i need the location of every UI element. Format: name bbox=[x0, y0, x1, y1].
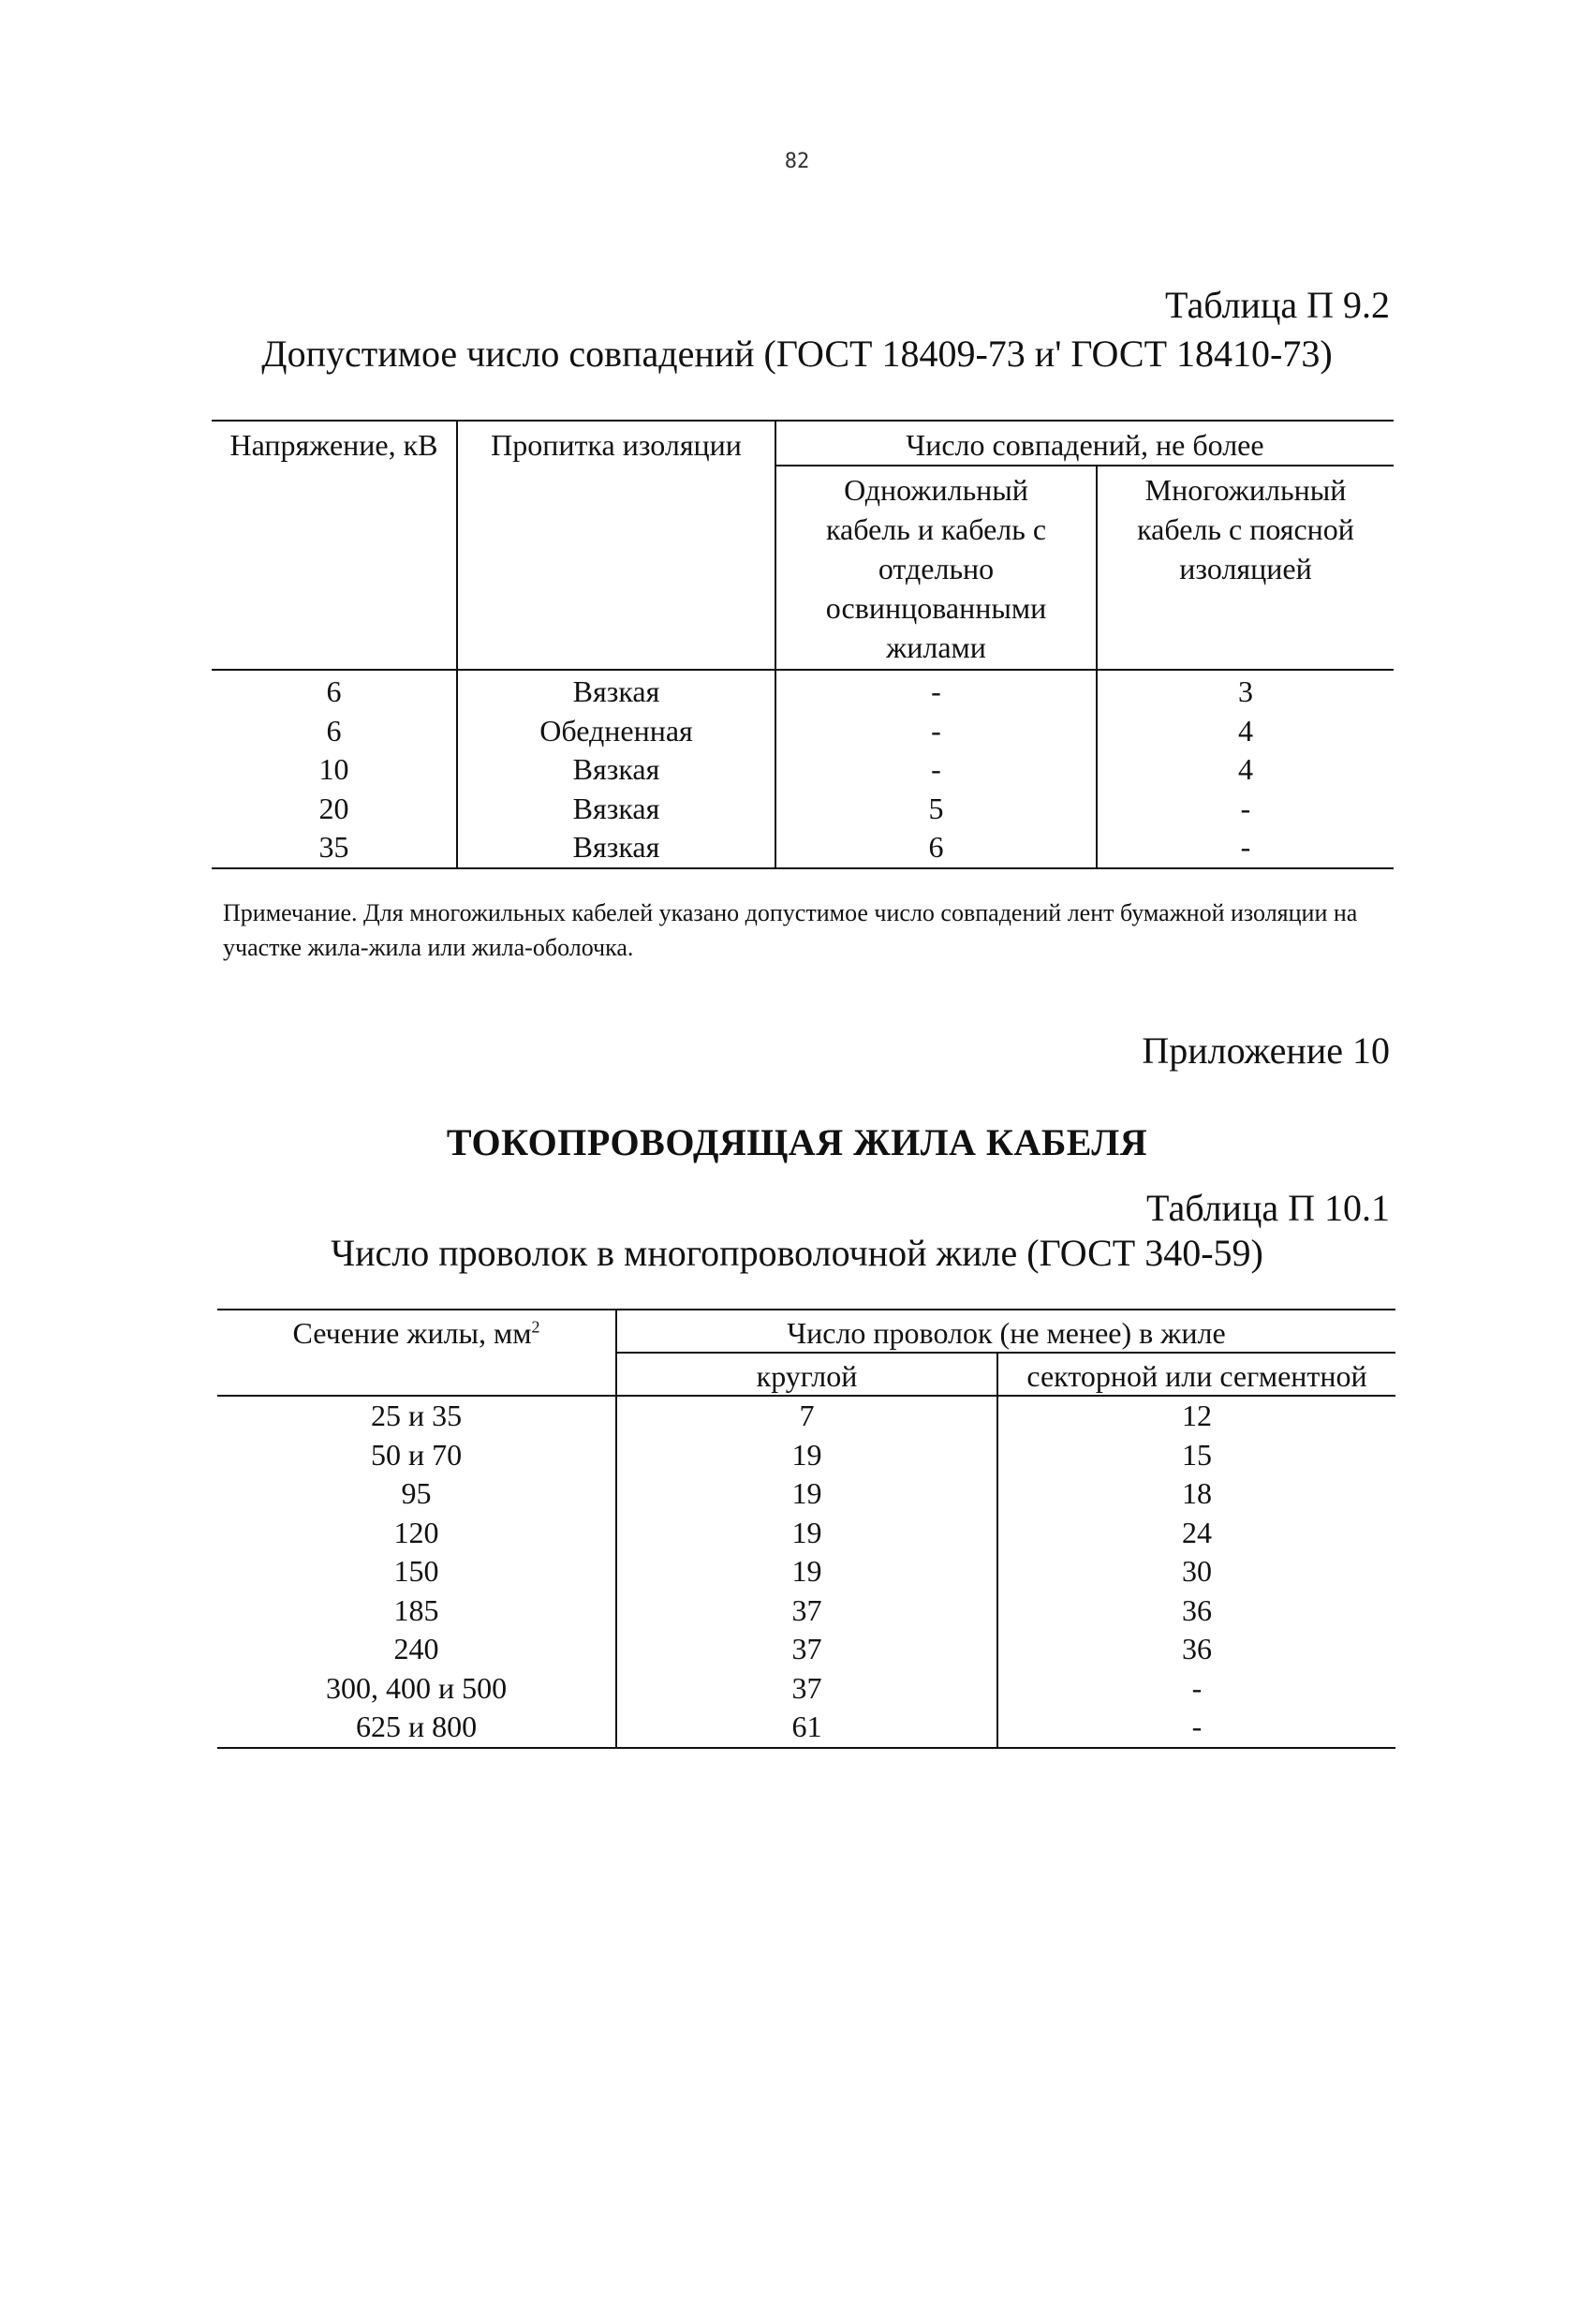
cell-section: 300, 400 и 500 bbox=[325, 1670, 508, 1705]
header-matches: Число совпадений, не более bbox=[775, 421, 1394, 466]
cell-section: 185 bbox=[393, 1592, 439, 1627]
cell-voltage: 10 bbox=[318, 752, 349, 786]
cell-sector: 15 bbox=[997, 1436, 1395, 1475]
table-row bbox=[217, 1591, 1395, 1631]
cell-section: 95 bbox=[401, 1476, 432, 1510]
table-row bbox=[217, 1708, 1395, 1748]
cell-impregnation: Обедненная bbox=[457, 712, 775, 751]
header-impregnation: Пропитка изоляции bbox=[457, 421, 775, 670]
table-92-note: Примечание. Для многожильных кабелей указано допустимое число совпадений лент бумажной изоляции на участке жила-жила или жила-оболочка. bbox=[223, 899, 1358, 961]
cell-sector: 36 bbox=[997, 1591, 1395, 1631]
cell-section: 625 и 800 bbox=[355, 1710, 478, 1743]
cell-multi: 3 bbox=[1097, 670, 1394, 712]
cell-round: 61 bbox=[616, 1708, 997, 1748]
cell-voltage: 35 bbox=[318, 830, 349, 864]
header-round: круглой bbox=[616, 1353, 997, 1396]
cell-sector: 30 bbox=[997, 1552, 1395, 1591]
cell-voltage: 6 bbox=[326, 713, 342, 748]
cell-single: - bbox=[775, 750, 1097, 790]
cell-round: 7 bbox=[616, 1396, 997, 1436]
table-row bbox=[212, 670, 1394, 712]
cell-section: 240 bbox=[393, 1632, 439, 1665]
cell-section: 50 и 70 bbox=[370, 1437, 463, 1472]
cell-voltage: 20 bbox=[318, 791, 349, 825]
section-heading: ТОКОПРОВОДЯЩАЯ ЖИЛА КАБЕЛЯ bbox=[446, 1121, 1148, 1163]
table-101 bbox=[217, 1309, 1395, 1749]
cell-sector: 12 bbox=[997, 1396, 1395, 1436]
table-92 bbox=[212, 420, 1394, 869]
table-row bbox=[217, 1552, 1395, 1591]
cell-round: 37 bbox=[616, 1630, 997, 1669]
cell-round: 37 bbox=[616, 1669, 997, 1709]
cell-section: 25 и 35 bbox=[370, 1399, 463, 1432]
header-multi-core: Многожильный кабель с поясной изоляцией bbox=[1097, 466, 1394, 670]
cell-multi: 4 bbox=[1097, 750, 1394, 790]
table-row bbox=[212, 750, 1394, 790]
appendix-label: Приложение 10 bbox=[1142, 1029, 1390, 1072]
cell-sector: 36 bbox=[997, 1630, 1395, 1669]
table-row bbox=[217, 1514, 1395, 1553]
cell-impregnation: Вязкая bbox=[457, 828, 775, 868]
table-101-label: Таблица П 10.1 bbox=[1146, 1187, 1390, 1229]
cell-single: - bbox=[775, 712, 1097, 751]
cell-multi: - bbox=[1097, 790, 1394, 829]
table-92-label: Таблица П 9.2 bbox=[1165, 284, 1390, 326]
header-voltage: Напряжение, кВ bbox=[212, 421, 457, 670]
cell-multi: 4 bbox=[1097, 712, 1394, 751]
cell-sector: - bbox=[997, 1708, 1395, 1748]
header-section-superscript: 2 bbox=[531, 1317, 540, 1337]
cell-round: 19 bbox=[616, 1552, 997, 1591]
table-row bbox=[212, 790, 1394, 829]
table-101-title: Число проволок в многопроволочной жиле (ГОСТ 340-59) bbox=[331, 1232, 1263, 1274]
cell-voltage: 6 bbox=[326, 674, 342, 708]
cell-impregnation: Вязкая bbox=[457, 750, 775, 790]
table-row bbox=[212, 712, 1394, 751]
page-number: 82 bbox=[784, 150, 810, 173]
cell-multi: - bbox=[1097, 828, 1394, 868]
cell-sector: 24 bbox=[997, 1514, 1395, 1553]
cell-round: 19 bbox=[616, 1474, 997, 1514]
cell-section: 150 bbox=[393, 1554, 439, 1588]
table-row bbox=[217, 1396, 1395, 1436]
table-row bbox=[217, 1474, 1395, 1514]
cell-round: 37 bbox=[616, 1591, 997, 1631]
header-section-text: Сечение жилы, мм bbox=[292, 1316, 532, 1350]
cell-round: 19 bbox=[616, 1436, 997, 1475]
table-row bbox=[217, 1630, 1395, 1669]
cell-impregnation: Вязкая bbox=[457, 670, 775, 712]
cell-section: 120 bbox=[393, 1515, 439, 1549]
cell-single: 6 bbox=[775, 828, 1097, 868]
header-single-core: Одножильный кабель и кабель с отдельно освинцованными жилами bbox=[775, 466, 1097, 670]
header-section bbox=[217, 1310, 616, 1396]
table-row bbox=[217, 1669, 1395, 1709]
header-wires: Число проволок (не менее) в жиле bbox=[616, 1310, 1395, 1353]
header-sector: секторной или сегментной bbox=[997, 1353, 1395, 1396]
cell-impregnation: Вязкая bbox=[457, 790, 775, 829]
table-row bbox=[217, 1436, 1395, 1475]
cell-sector: - bbox=[997, 1669, 1395, 1709]
cell-single: 5 bbox=[775, 790, 1097, 829]
cell-round: 19 bbox=[616, 1514, 997, 1553]
cell-sector: 18 bbox=[997, 1474, 1395, 1514]
table-92-title: Допустимое число совпадений (ГОСТ 18409-73 и' ГОСТ 18410-73) bbox=[261, 333, 1333, 375]
cell-single: - bbox=[775, 670, 1097, 712]
table-row bbox=[212, 828, 1394, 868]
